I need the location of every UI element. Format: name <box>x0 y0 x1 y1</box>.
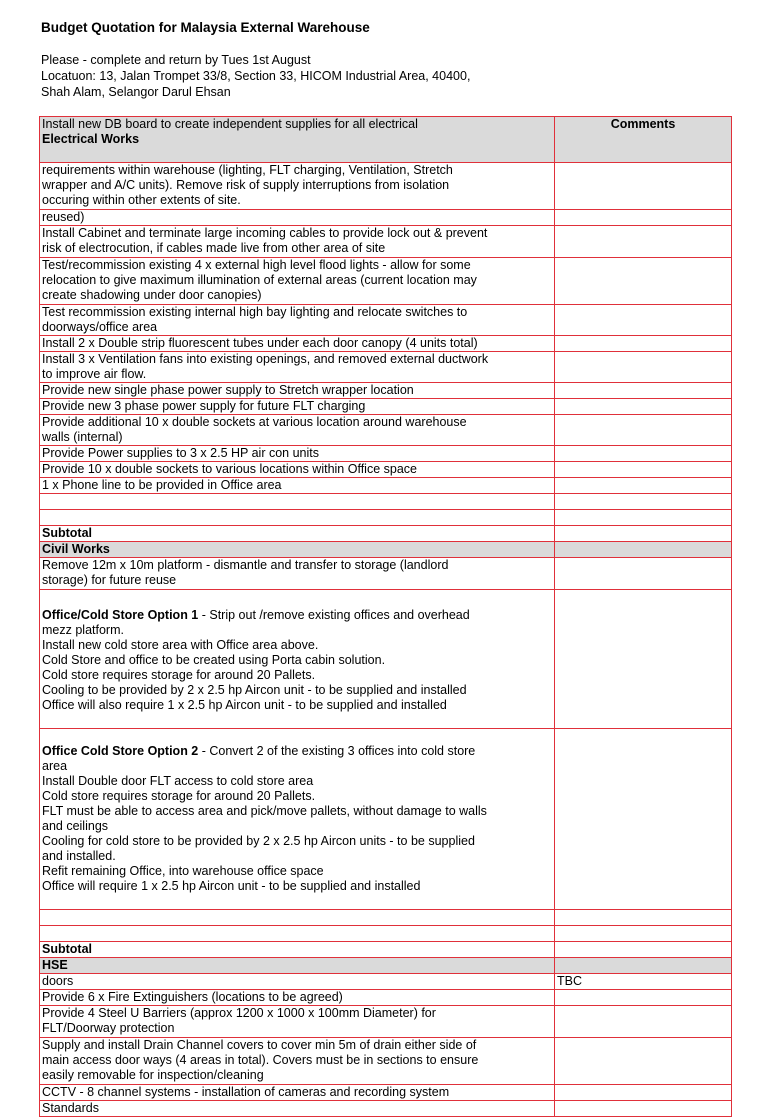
option-2-body: area Install Double door FLT access to cold store area Cold store requires storage for around 20 Pallets. FLT must be able to access area and pick/move pallets, without damage to walls and ceilings Cooling for cold store to be provided by 2 x 2.5 hp Aircon units - to be supplied and installed. Refit remaining Office, into warehouse office space Office will require 1 x 2.5 hp Aircon unit - to be supplied and installed <box>42 759 487 893</box>
option-1-first-line: - Strip out /remove existing offices and overhead <box>198 608 470 622</box>
comment-cell[interactable] <box>555 399 732 415</box>
item-cell[interactable]: doors <box>40 974 555 990</box>
empty-cell[interactable] <box>40 510 555 526</box>
subtotal-value[interactable] <box>555 942 732 958</box>
table-row <box>40 336 732 352</box>
comment-cell[interactable] <box>555 383 732 399</box>
civil-works-heading-comment[interactable] <box>555 542 732 558</box>
subtotal-label[interactable]: Subtotal <box>40 942 555 958</box>
item-cell[interactable]: Standards <box>40 1101 555 1117</box>
item-cell[interactable]: Install Cabinet and terminate large incoming cables to provide lock out & prevent risk of electrocution, if cables made live from other area of site <box>40 226 555 258</box>
item-cell[interactable]: Provide new 3 phase power supply for future FLT charging <box>40 399 555 415</box>
comment-cell[interactable] <box>555 446 732 462</box>
empty-cell[interactable] <box>555 926 732 942</box>
comment-cell[interactable] <box>555 990 732 1006</box>
hse-header-row <box>40 958 732 974</box>
intro-block <box>41 52 470 100</box>
civil-works-heading[interactable]: Civil Works <box>40 542 555 558</box>
table-row <box>40 305 732 336</box>
civil-works-header-row <box>40 542 732 558</box>
comment-cell[interactable] <box>555 590 732 729</box>
table-row <box>40 558 732 590</box>
empty-cell[interactable] <box>555 494 732 510</box>
empty-cell[interactable] <box>555 510 732 526</box>
item-cell[interactable]: Remove 12m x 10m platform - dismantle and transfer to storage (landlord storage) for future reuse <box>40 558 555 590</box>
comment-cell[interactable] <box>555 226 732 258</box>
table-row <box>40 1038 732 1085</box>
comment-cell[interactable] <box>555 462 732 478</box>
header-electrical-works[interactable] <box>40 117 555 163</box>
comment-cell[interactable] <box>555 729 732 910</box>
table-row <box>40 210 732 226</box>
comment-cell[interactable] <box>555 1006 732 1038</box>
empty-row <box>40 510 732 526</box>
subtotal-value[interactable] <box>555 526 732 542</box>
table-row <box>40 462 732 478</box>
table-row <box>40 399 732 415</box>
table-row <box>40 974 732 990</box>
table-row <box>40 1101 732 1117</box>
comment-cell[interactable]: TBC <box>555 974 732 990</box>
empty-row <box>40 494 732 510</box>
item-cell[interactable]: Provide 10 x double sockets to various locations within Office space <box>40 462 555 478</box>
comment-cell[interactable] <box>555 163 732 210</box>
table-row <box>40 1085 732 1101</box>
table-row <box>40 258 732 305</box>
table-row <box>40 415 732 446</box>
empty-cell[interactable] <box>40 926 555 942</box>
empty-row <box>40 910 732 926</box>
comment-cell[interactable] <box>555 1038 732 1085</box>
table-header-row <box>40 117 732 163</box>
intro-location: Locatuon: 13, Jalan Trompet 33/8, Section 33, HICOM Industrial Area, 40400, <box>41 69 471 83</box>
item-cell[interactable]: Install 3 x Ventilation fans into existing openings, and removed external ductwork to improve air flow. <box>40 352 555 383</box>
comment-cell[interactable] <box>555 1085 732 1101</box>
item-cell[interactable]: Provide Power supplies to 3 x 2.5 HP air con units <box>40 446 555 462</box>
electrical-subtotal-row <box>40 526 732 542</box>
comment-cell[interactable] <box>555 478 732 494</box>
header-comments[interactable]: Comments <box>555 117 732 163</box>
option-1-label: Office/Cold Store Option 1 <box>42 608 199 622</box>
comment-cell[interactable] <box>555 258 732 305</box>
subtotal-label[interactable]: Subtotal <box>40 526 555 542</box>
table-row <box>40 352 732 383</box>
hse-heading[interactable]: HSE <box>40 958 555 974</box>
item-cell[interactable]: reused) <box>40 210 555 226</box>
comment-cell[interactable] <box>555 210 732 226</box>
intro-location-cont: Shah Alam, Selangor Darul Ehsan <box>41 85 231 99</box>
empty-cell[interactable] <box>555 910 732 926</box>
option-1-body: mezz platform. Install new cold store area with Office area above. Cold Store and office to be created using Porta cabin solution. Cold store requires storage for around 20 Pallets. Cooling to be provided by 2 x 2.5 hp Aircon unit - to be supplied and installed Office will also require 1 x 2.5 hp Aircon unit - to be supplied and installed <box>42 623 467 712</box>
item-cell[interactable]: Provide 4 Steel U Barriers (approx 1200 x 1000 x 100mm Diameter) for FLT/Doorway protection <box>40 1006 555 1038</box>
intro-deadline: Please - complete and return by Tues 1st August <box>41 53 311 67</box>
table-row <box>40 990 732 1006</box>
overlapping-text: Install new DB board to create independent supplies for all electrical <box>42 117 418 131</box>
item-cell[interactable]: Test/recommission existing 4 x external high level flood lights - allow for some relocation to give maximum illumination of external areas (current location may create shadowing under door canopies) <box>40 258 555 305</box>
option-2-label: Office Cold Store Option 2 <box>42 744 199 758</box>
item-cell[interactable]: requirements within warehouse (lighting, FLT charging, Ventilation, Stretch wrapper and A/C units). Remove risk of supply interruptions from isolation occuring within other extents of site. <box>40 163 555 210</box>
comment-cell[interactable] <box>555 336 732 352</box>
hse-heading-comment[interactable] <box>555 958 732 974</box>
item-cell[interactable]: CCTV - 8 channel systems - installation of cameras and recording system <box>40 1085 555 1101</box>
option-1-cell[interactable] <box>40 590 555 729</box>
item-cell[interactable]: 1 x Phone line to be provided in Office area <box>40 478 555 494</box>
header-electrical-label: Electrical Works <box>42 132 140 146</box>
table-row <box>40 226 732 258</box>
quotation-table <box>39 116 732 1117</box>
document-title: Budget Quotation for Malaysia External Warehouse <box>41 20 370 35</box>
item-cell[interactable]: Test recommission existing internal high bay lighting and relocate switches to doorways/office area <box>40 305 555 336</box>
comment-cell[interactable] <box>555 558 732 590</box>
empty-row <box>40 926 732 942</box>
table-row <box>40 163 732 210</box>
option-1-row <box>40 590 732 729</box>
option-2-row <box>40 729 732 910</box>
table-row <box>40 1006 732 1038</box>
civil-subtotal-row <box>40 942 732 958</box>
option-2-cell[interactable] <box>40 729 555 910</box>
item-cell[interactable]: Install 2 x Double strip fluorescent tubes under each door canopy (4 units total) <box>40 336 555 352</box>
comment-cell[interactable] <box>555 352 732 383</box>
empty-cell[interactable] <box>40 910 555 926</box>
comment-cell[interactable] <box>555 305 732 336</box>
item-cell[interactable]: Provide new single phase power supply to Stretch wrapper location <box>40 383 555 399</box>
table-row <box>40 383 732 399</box>
item-cell[interactable]: Supply and install Drain Channel covers to cover min 5m of drain either side of main access door ways (4 areas in total). Covers must be in sections to ensure easily removable for inspection/cleaning <box>40 1038 555 1085</box>
empty-cell[interactable] <box>40 494 555 510</box>
table-row <box>40 478 732 494</box>
item-cell[interactable]: Provide 6 x Fire Extinguishers (locations to be agreed) <box>40 990 555 1006</box>
table-row <box>40 446 732 462</box>
option-2-first-line: - Convert 2 of the existing 3 offices into cold store <box>198 744 476 758</box>
comment-cell[interactable] <box>555 1101 732 1117</box>
item-cell[interactable]: Provide additional 10 x double sockets at various location around warehouse walls (internal) <box>40 415 555 446</box>
comment-cell[interactable] <box>555 415 732 446</box>
